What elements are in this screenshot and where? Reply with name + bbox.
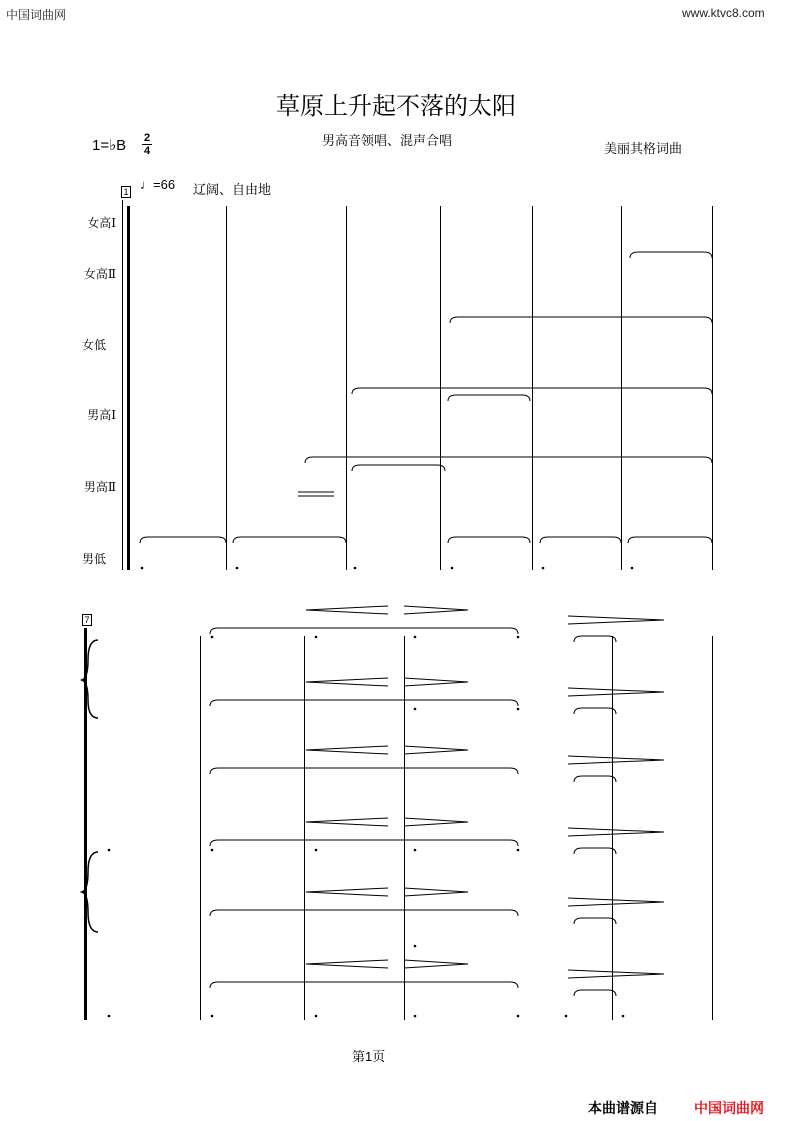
brace-bottom xyxy=(82,852,98,932)
high-octave-dot xyxy=(211,636,214,639)
watermark-right: www.ktvc8.com xyxy=(682,6,765,20)
slur-bass-4 xyxy=(540,537,621,543)
high-octave-dot xyxy=(414,636,417,639)
phrase-slur xyxy=(210,700,518,706)
high-octave-dot xyxy=(517,849,520,852)
low-octave-dot xyxy=(542,567,545,570)
slur-bass-3 xyxy=(448,537,530,543)
slur-tenor1-a xyxy=(352,388,712,394)
tempo-text: 辽阔、自由地 xyxy=(193,182,272,197)
decrescendo-hairpin xyxy=(404,960,468,968)
phrase-slur xyxy=(210,982,518,988)
phrase-slur xyxy=(210,910,518,916)
crescendo-hairpin xyxy=(306,678,388,686)
decrescendo-hairpin xyxy=(404,746,468,754)
decrescendo-hairpin xyxy=(404,818,468,826)
high-octave-dot xyxy=(211,849,214,852)
slur-tenor2-a xyxy=(305,457,712,463)
slur-tenor1-b xyxy=(448,395,530,401)
slur-short xyxy=(574,848,616,854)
part-label-alto: 女低 xyxy=(81,338,106,352)
key-signature: 1=♭B xyxy=(92,137,127,154)
part-label-soprano2: 女高Ⅱ xyxy=(83,267,116,281)
low-octave-dot xyxy=(414,1015,417,1018)
low-octave-dot xyxy=(631,567,634,570)
subtitle: 男高音领唱、混声合唱 xyxy=(322,133,453,148)
low-octave-dot xyxy=(517,1015,520,1018)
song-title: 草原上升起不落的太阳 xyxy=(276,93,516,120)
time-sig-bottom: 4 xyxy=(143,145,151,157)
slur-short xyxy=(574,776,616,782)
part-label-bass: 男低 xyxy=(81,552,106,566)
slur-alto xyxy=(450,317,712,323)
low-octave-dot xyxy=(236,567,239,570)
low-octave-dot xyxy=(315,1015,318,1018)
crescendo-hairpin xyxy=(306,818,388,826)
decrescendo-hairpin-pp xyxy=(568,898,664,906)
measure-number-1: 1 xyxy=(121,186,131,198)
slur-short xyxy=(574,636,616,642)
time-sig-top: 2 xyxy=(143,132,151,144)
low-octave-dot xyxy=(354,567,357,570)
part-label-soprano1: 女高Ⅰ xyxy=(87,216,116,230)
footer-source-label: 本曲谱源自 xyxy=(588,1100,658,1116)
crescendo-hairpin xyxy=(306,746,388,754)
high-octave-dot xyxy=(315,849,318,852)
low-octave-dot xyxy=(108,1015,111,1018)
decrescendo-hairpin xyxy=(404,888,468,896)
phrase-slur xyxy=(210,840,518,846)
phrase-slur xyxy=(210,628,518,634)
high-octave-dot xyxy=(517,636,520,639)
part-label-tenor2: 男高Ⅱ xyxy=(83,480,116,494)
slur-soprano2 xyxy=(630,252,712,258)
credit: 美丽其格词曲 xyxy=(604,141,683,156)
high-octave-dot xyxy=(108,849,111,852)
low-octave-dot xyxy=(565,1015,568,1018)
part-label-tenor1: 男高Ⅰ xyxy=(87,408,116,422)
footer-site-name: 中国词曲网 xyxy=(694,1100,764,1116)
slur-bass-2 xyxy=(233,537,346,543)
slur-bass-5 xyxy=(628,537,712,543)
low-octave-dot xyxy=(451,567,454,570)
slur-tenor2-b xyxy=(352,465,445,471)
slur-short xyxy=(574,918,616,924)
high-octave-dot xyxy=(414,849,417,852)
crescendo-hairpin xyxy=(306,888,388,896)
decrescendo-hairpin-pp xyxy=(568,828,664,836)
page-number: 第1页 xyxy=(352,1049,386,1064)
high-octave-dot xyxy=(414,708,417,711)
brace-top xyxy=(82,640,98,718)
phrase-slur xyxy=(210,768,518,774)
low-octave-dot xyxy=(622,1015,625,1018)
high-octave-dot xyxy=(315,636,318,639)
slur-short xyxy=(574,708,616,714)
decrescendo-hairpin-pp xyxy=(568,688,664,696)
decrescendo-hairpin-pp xyxy=(568,756,664,764)
decrescendo-hairpin xyxy=(404,606,468,614)
watermark-left: 中国词曲网 xyxy=(6,8,67,22)
decrescendo-hairpin-pp xyxy=(568,970,664,978)
measure-number-7: 7 xyxy=(82,614,92,626)
low-octave-dot xyxy=(211,1015,214,1018)
crescendo-hairpin xyxy=(306,606,388,614)
crescendo-hairpin xyxy=(306,960,388,968)
slur-short xyxy=(574,990,616,996)
decrescendo-hairpin xyxy=(404,678,468,686)
tempo-mark: ♩=66 xyxy=(140,177,176,192)
low-octave-dot xyxy=(141,567,144,570)
slur-bass-1 xyxy=(140,537,226,543)
high-octave-dot xyxy=(517,708,520,711)
decrescendo-hairpin-pp xyxy=(568,616,664,624)
low-octave-dot xyxy=(414,945,417,948)
